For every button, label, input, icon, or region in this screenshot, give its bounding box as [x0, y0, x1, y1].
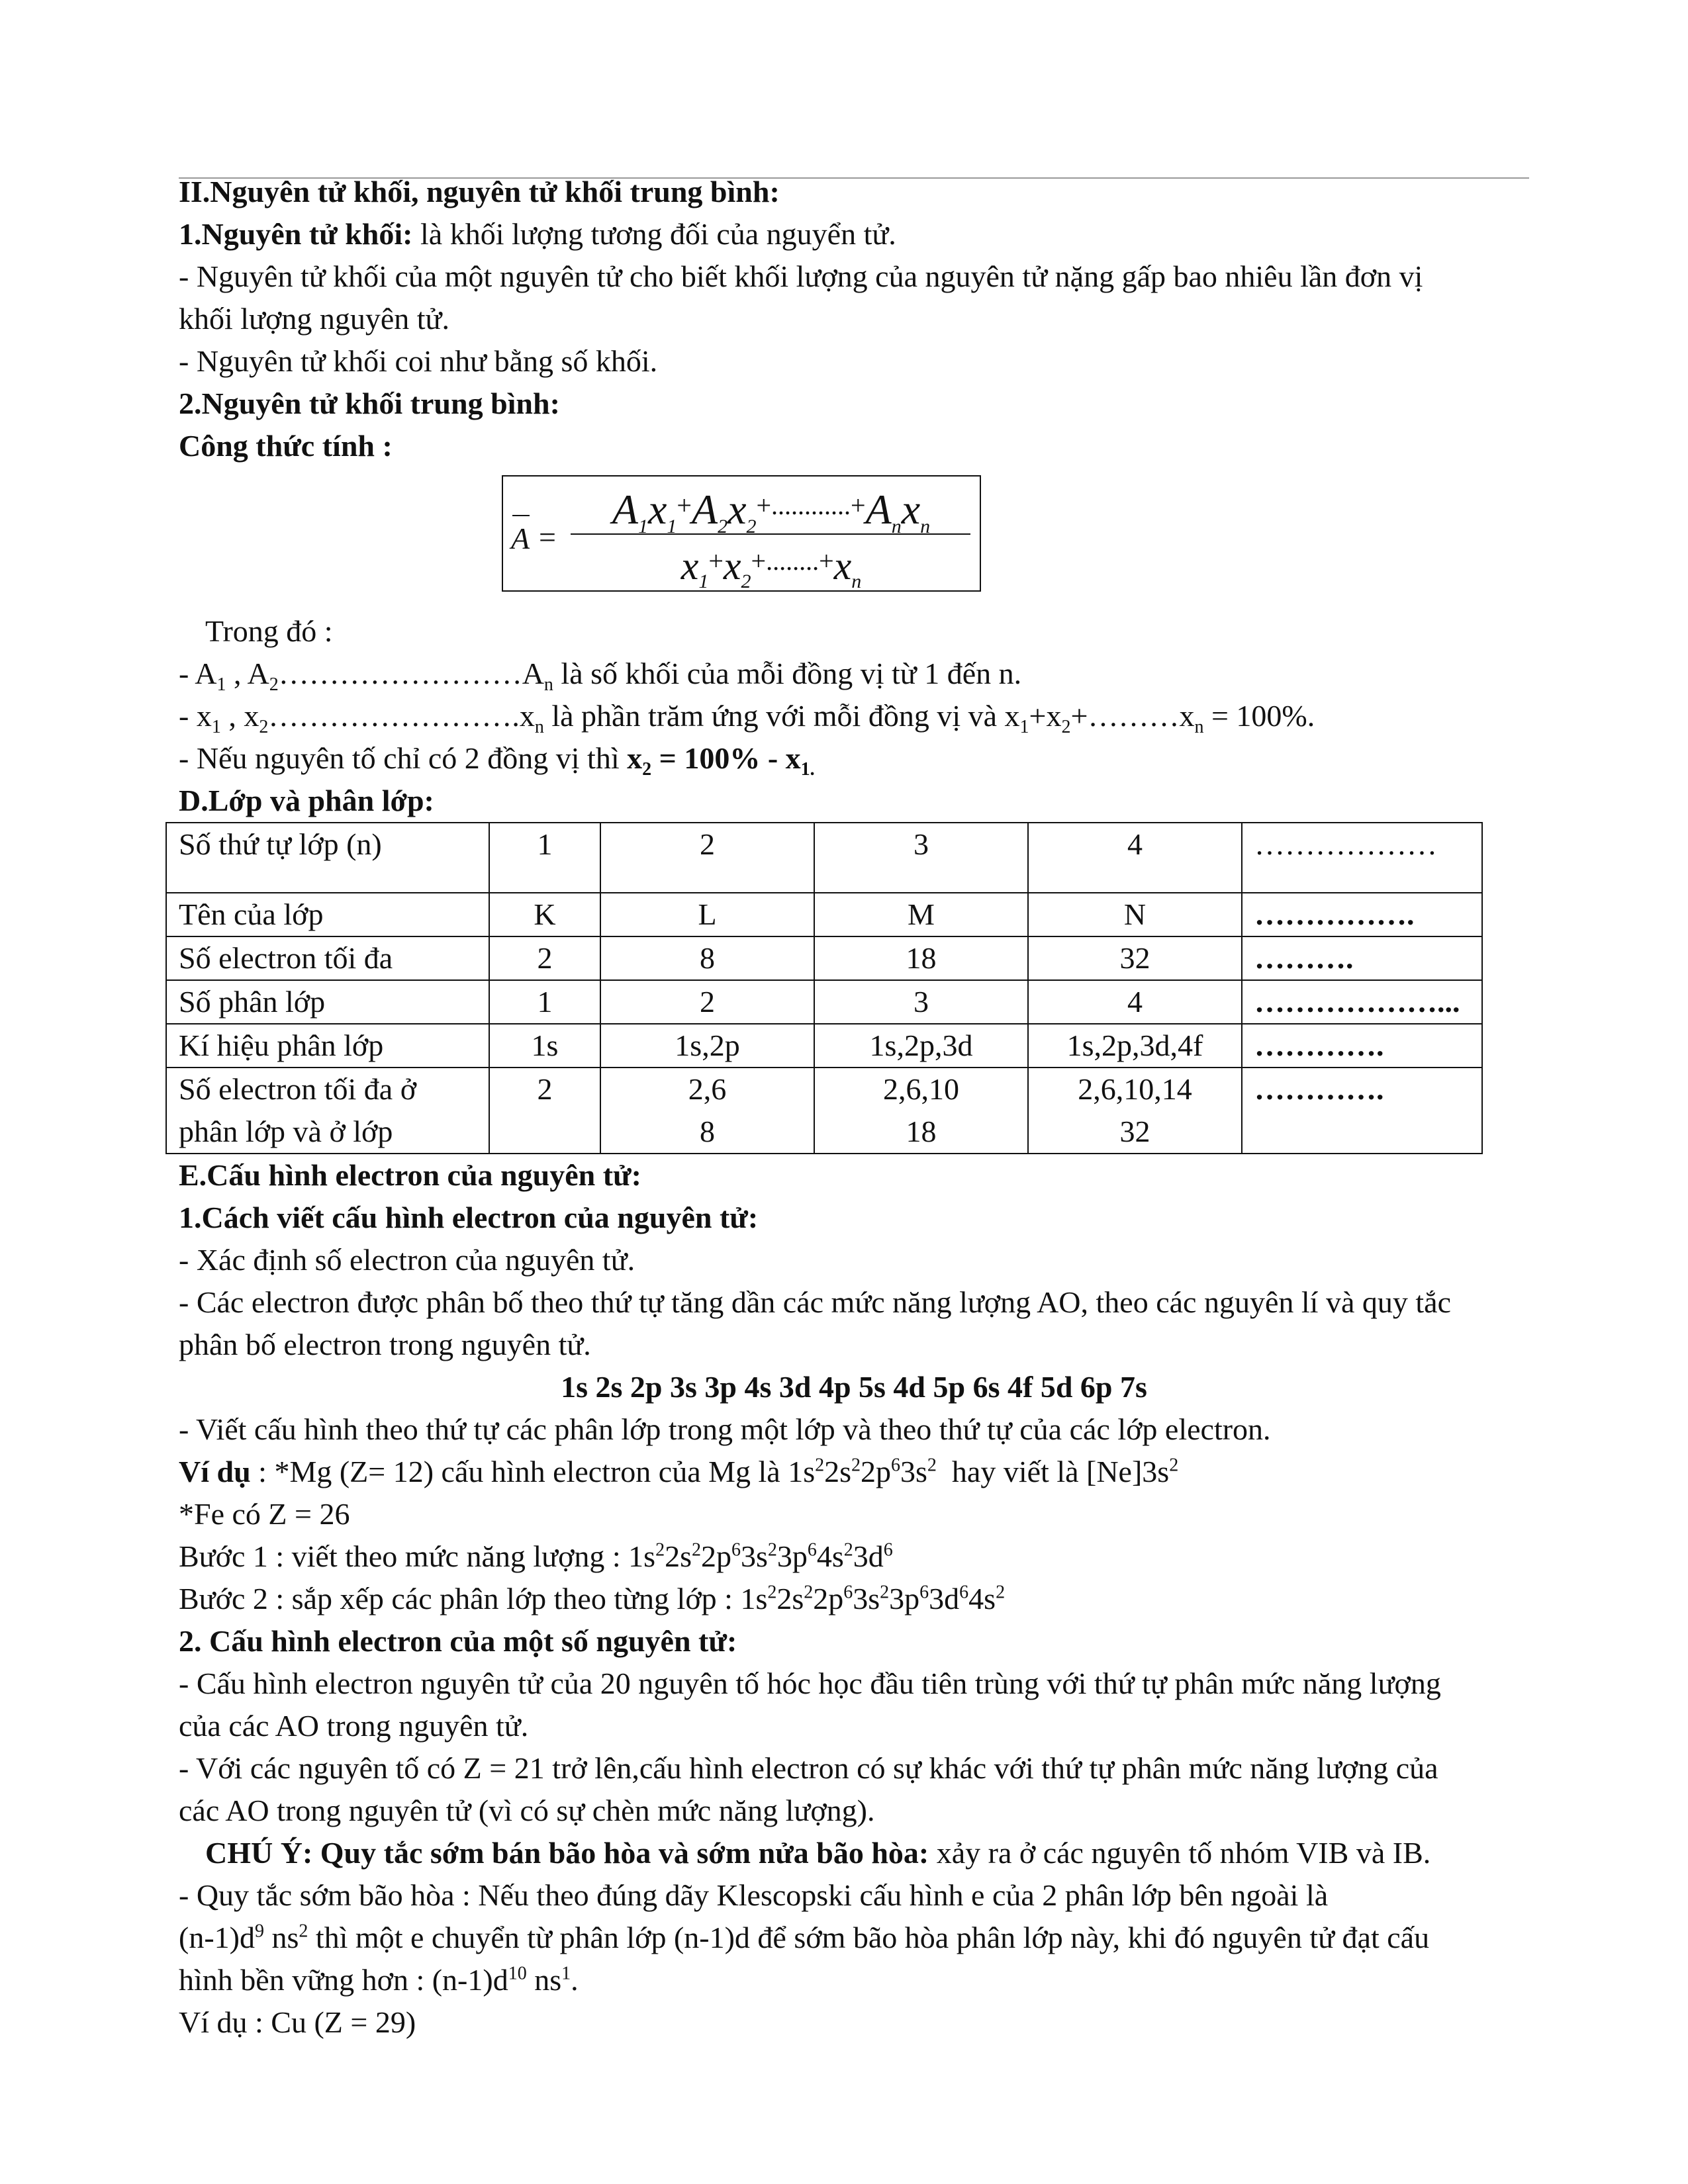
- table-cell: 1s,2p,3d: [814, 1024, 1028, 1068]
- table-cell: Tên của lớp: [166, 893, 489, 936]
- where-line-2: - $x_1$ , $x_2\dots\dots\dots\dots\dots\dots\dots\dots.x_n$ là phần trăm ứng với mỗi đồng vị và $x_1+x_2+\dots\dots\dots x_n = 100\%$.: [179, 699, 1315, 738]
- atomic-mass-bullet-1: - Nguyên tử khối của một nguyên tử cho biết khối lượng của nguyên tử nặng gấp bao nhiêu lần đơn vị: [179, 259, 1423, 293]
- table-row: [166, 1068, 1482, 1154]
- table-cell: 2,6 8: [600, 1068, 814, 1154]
- config-writing-heading: 1.Cách viết cấu hình electron của nguyên tử:: [179, 1201, 759, 1234]
- table-cell: Số thứ tự lớp (n): [166, 823, 489, 893]
- table-cell: 2,6,10,14 32: [1028, 1068, 1242, 1154]
- table-cell: 1: [489, 980, 600, 1024]
- rule-line-1: - Quy tắc sớm bão hòa : Nếu theo đúng dãy Klescopski cấu hình e của 2 phân lớp bên ngoài là: [179, 1878, 1329, 1912]
- table-cell: 1s: [489, 1024, 600, 1068]
- table-cell: 1s,2p,3d,4f: [1028, 1024, 1242, 1068]
- atomic-mass-definition: 1.Nguyên tử khối: là khối lượng tương đối của nguyển tử.: [179, 217, 896, 251]
- formula-denominator: $x_1^+x_2^{+........+}x_n$: [680, 544, 862, 592]
- note-2-cont: các AO trong nguyên tử (vì có sự chèn mức năng lượng).: [179, 1794, 875, 1827]
- table-cell: 2: [600, 980, 814, 1024]
- rule-line-2: $(n-1)d^9$ $ns^2$ thì một e chuyển từ phân lớp (n-1)d để sớm bão hòa phân lớp này, khi đó nguyên tử đạt cấu: [179, 1921, 1430, 1954]
- table-cell: 1s,2p: [600, 1024, 814, 1068]
- section-E-heading: E.Cấu hình electron của nguyên tử:: [179, 1158, 641, 1192]
- table-cell: L: [600, 893, 814, 936]
- note-1: - Cấu hình electron nguyên tử của 20 nguyên tố hóc học đầu tiên trùng với thứ tự phân mức năng lượng: [179, 1666, 1441, 1700]
- formula-equals: =: [539, 520, 556, 554]
- formula-numerator: $A_1x_1^+A_2x_2^{+............+}A_nx_n$: [612, 486, 931, 537]
- table-cell: M: [814, 893, 1028, 936]
- where-line-3: - Nếu nguyên tố chỉ có 2 đồng vị thì $x_2 = 100\% - x_{1.}$: [179, 741, 815, 780]
- example-mg: Ví dụ : *Mg (Z= 12) cấu hình electron của Mg là $1s^22s^22p^63s^2$ hay viết là $[Ne]3s^2$: [179, 1455, 1179, 1488]
- table-cell: ………….: [1242, 1024, 1482, 1068]
- example-fe-step-1: Bước 1 : viết theo mức năng lượng : $1s^22s^22p^63s^23p^64s^23d^6$: [179, 1539, 893, 1573]
- config-some-atoms-heading: 2. Cấu hình electron của một số nguyên tử:: [179, 1624, 737, 1658]
- average-mass-heading: 2.Nguyên tử khối trung bình:: [179, 387, 560, 420]
- table-cell: K: [489, 893, 600, 936]
- table-row: [166, 1024, 1482, 1068]
- energy-order: 1s 2s 2p 3s 3p 4s 3d 4p 5s 4d 5p 6s 4f 5d 6p 7s: [561, 1370, 1147, 1404]
- table-cell: ………………...: [1242, 980, 1482, 1024]
- config-step-3: - Viết cấu hình theo thứ tự các phân lớp trong một lớp và theo thứ tự của các lớp electron.: [179, 1412, 1271, 1446]
- table-cell: 4: [1028, 823, 1242, 893]
- formula-lhs: A: [511, 518, 530, 560]
- formula-label: Công thức tính :: [179, 429, 393, 463]
- where-label: Trong đó :: [205, 614, 333, 648]
- note-2: - Với các nguyên tố có Z = 21 trở lên,cấu hình electron có sự khác với thứ tự phân mức năng lượng của: [179, 1751, 1438, 1785]
- table-cell: 8: [600, 936, 814, 980]
- table-cell: 2: [489, 1068, 600, 1154]
- table-cell: Số electron tối đa ở phân lớp và ở lớp: [166, 1068, 489, 1154]
- table-row: [166, 823, 1482, 893]
- table-row: [166, 980, 1482, 1024]
- table-row: [166, 936, 1482, 980]
- example-fe-step-2: Bước 2 : sắp xếp các phân lớp theo từng lớp : $1s^22s^22p^63s^23p^63d^64s^2$: [179, 1582, 1006, 1615]
- table-cell: 2,6,10 18: [814, 1068, 1028, 1154]
- table-cell: 3: [814, 980, 1028, 1024]
- section-II-heading: II.Nguyên tử khối, nguyên tử khối trung bình:: [179, 175, 780, 208]
- section-D-heading: D.Lớp và phân lớp:: [179, 784, 434, 817]
- average-mass-formula: [502, 475, 981, 592]
- table-cell: 2: [600, 823, 814, 893]
- example-fe: *Fe có Z = 26: [179, 1497, 350, 1531]
- table-cell: …………….: [1242, 893, 1482, 936]
- config-step-2: - Các electron được phân bố theo thứ tự tăng dần các mức năng lượng AO, theo các nguyên lí và quy tắc: [179, 1285, 1451, 1319]
- table-cell: ………….: [1242, 1068, 1482, 1154]
- config-step-1: - Xác định số electron của nguyên tử.: [179, 1243, 635, 1277]
- table-cell: Số electron tối đa: [166, 936, 489, 980]
- note-1-cont: của các AO trong nguyên tử.: [179, 1709, 529, 1743]
- table-cell: Số phân lớp: [166, 980, 489, 1024]
- atomic-mass-bullet-1-cont: khối lượng nguyên tử.: [179, 302, 449, 336]
- atomic-mass-bullet-2: - Nguyên tử khối coi như bằng số khối.: [179, 344, 658, 378]
- table-cell: 32: [1028, 936, 1242, 980]
- final-example: Ví dụ : Cu (Z = 29): [179, 2005, 416, 2039]
- rule-line-3: hình bền vững hơn : $(n-1)d^{10}$ $ns^1$.: [179, 1963, 579, 1997]
- formula-area: [179, 467, 1529, 610]
- table-cell: ……….: [1242, 936, 1482, 980]
- table-row: [166, 893, 1482, 936]
- caution-line: CHÚ Ý: Quy tắc sớm bán bão hòa và sớm nửa bão hòa: xảy ra ở các nguyên tố nhóm VIB và IB.: [205, 1836, 1431, 1870]
- table-cell: Kí hiệu phân lớp: [166, 1024, 489, 1068]
- shell-table: [165, 822, 1483, 1154]
- where-line-1: - $A_1$ , $A_2\dots\dots\dots\dots\dots\dots\dots\dots A_n$ là số khối của mỗi đồng vị từ 1 đến n.: [179, 657, 1022, 696]
- table-cell: N: [1028, 893, 1242, 936]
- table-cell: 18: [814, 936, 1028, 980]
- fraction-bar: [571, 533, 970, 535]
- document-page: [179, 171, 1529, 2044]
- table-cell: 4: [1028, 980, 1242, 1024]
- table-cell: ………………: [1242, 823, 1482, 893]
- config-step-2-cont: phân bố electron trong nguyên tử.: [179, 1328, 591, 1361]
- table-cell: 2: [489, 936, 600, 980]
- table-cell: 3: [814, 823, 1028, 893]
- table-cell: 1: [489, 823, 600, 893]
